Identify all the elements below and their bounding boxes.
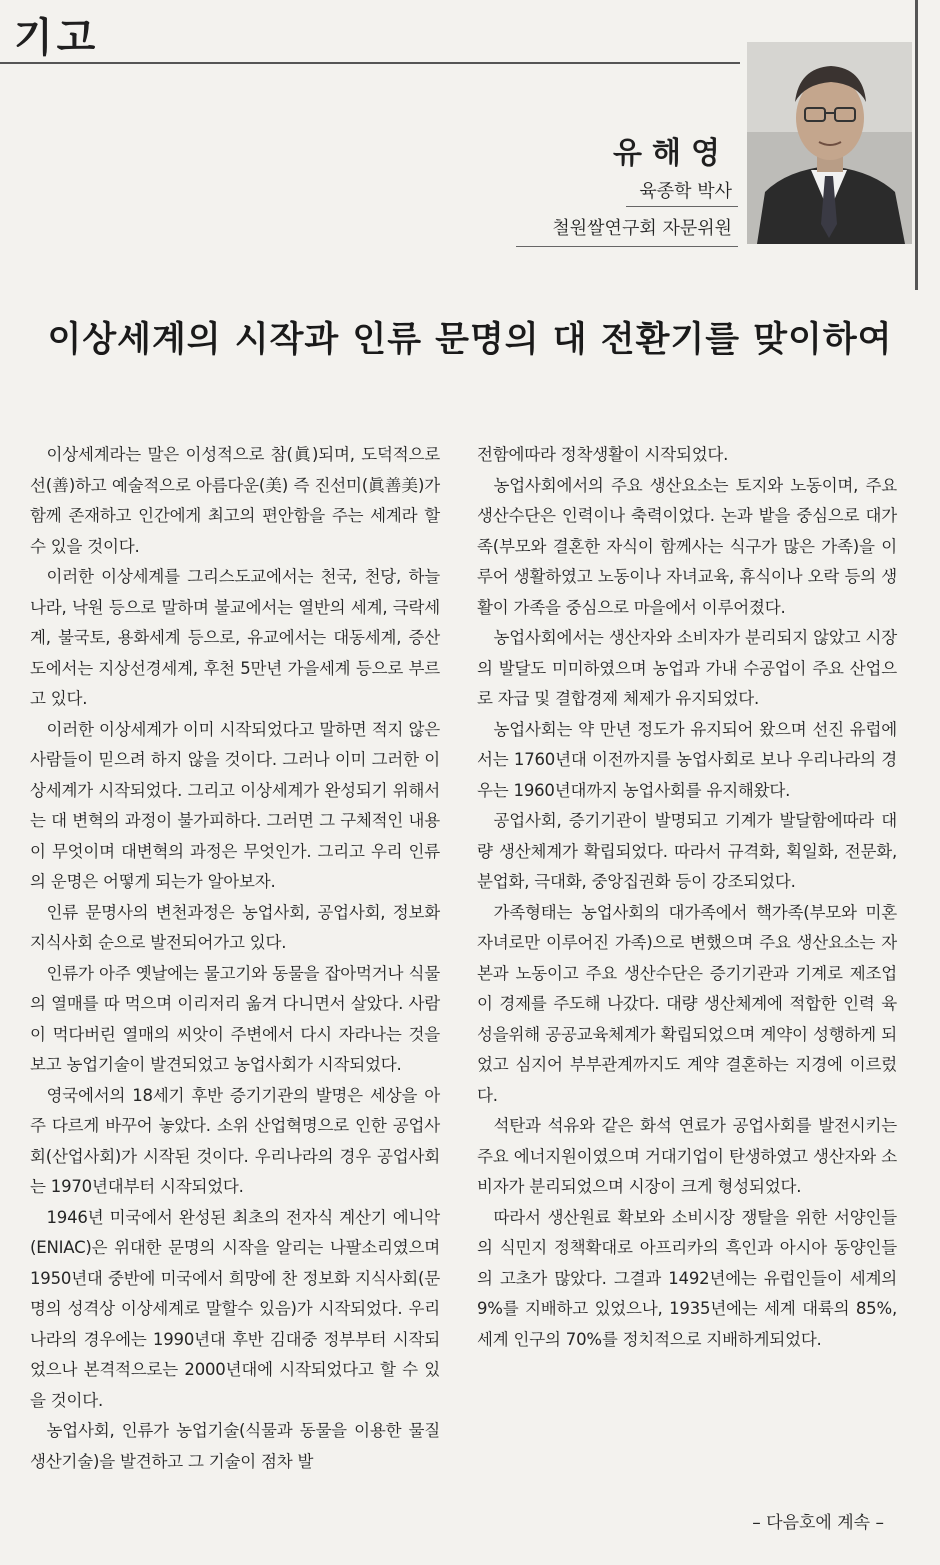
article-right-column	[477, 440, 897, 1355]
paragraph: 이러한 이상세계가 이미 시작되었다고 말하면 적지 않은 사람들이 믿으려 하지 않을 것이다. 그러나 이미 그러한 이상세계가 시작되었다. 그리고 이상세계가 완성되기 위해서는 대 변혁의 과정이 불가피하다. 그러면 그 구체적인 내용이 무엇이며 대변혁의 과정은 무엇인가. 그리고 우리 인류의 운명은 어떻게 되는가 알아보자.	[30, 719, 440, 891]
article-left-column	[30, 440, 440, 1477]
author-affiliation: 철원쌀연구회 자문위원	[552, 218, 732, 239]
paragraph: 가족형태는 농업사회의 대가족에서 핵가족(부모와 미혼자녀로만 이루어진 가족)으로 변했으며 주요 생산요소는 자본과 노동이고 주요 생산수단은 증기기관과 기계로 제조업이 경제를 주도해 나갔다. 대량 생산체계에 적합한 인력 육성을위해 공공교육체계가 확립되었으며 계약이 성행하게 되었고 심지어 부부관계까지도 계약 결혼하는 지경에 이르렀다.	[477, 902, 897, 1105]
paragraph: 이러한 이상세계를 그리스도교에서는 천국, 천당, 하늘나라, 낙원 등으로 말하며 불교에서는 열반의 세계, 극락세계, 불국토, 용화세계 등으로, 유교에서는 대동세계, 증산도에서는 지상선경세계, 후천 5만년 가을세계 등으로 부르고 있다.	[30, 567, 440, 708]
paragraph: 영국에서의 18세기 후반 증기기관의 발명은 세상을 아주 다르게 바꾸어 놓았다. 소위 산업혁명으로 인한 공업사회(산업사회)가 시작된 것이다. 우리나라의 경우 공업사회는 1970년대부터 시작되었다.	[30, 1085, 440, 1196]
paragraph: 농업사회에서의 주요 생산요소는 토지와 노동이며, 주요 생산수단은 인력이나 축력이었다. 논과 밭을 중심으로 대가족(부모와 결혼한 자식이 함께사는 식구가 많은 가족)을 이루어 생활하였고 노동이나 자녀교육, 휴식이나 오락 등의 생활이 가족을 중심으로 마을에서 이루어졌다.	[477, 475, 897, 617]
author-title: 육종학 박사	[639, 181, 732, 202]
article-title: 이상세계의 시작과 인류 문명의 대 전환기를 맞이하여	[47, 320, 893, 360]
paragraph: 이상세계라는 말은 이성적으로 참(眞)되며, 도덕적으로 선(善)하고 예술적으로 아름다운(美) 즉 진선미(眞善美)가 함께 존재하고 인간에게 최고의 편안함을 주는 세계라 할 수 있을 것이다.	[30, 445, 440, 556]
paragraph: 농업사회는 약 만년 정도가 유지되어 왔으며 선진 유럽에서는 1760년대 이전까지를 농업사회로 보나 우리나라의 경우는 1960년대까지 농업사회를 유지해왔다.	[477, 719, 897, 800]
paragraph: 공업사회, 증기기관이 발명되고 기계가 발달함에따라 대량 생산체계가 확립되었다. 따라서 규격화, 획일화, 전문화, 분업화, 극대화, 중앙집권화 등이 강조되었다.	[477, 811, 897, 891]
paragraph: 석탄과 석유와 같은 화석 연료가 공업사회를 발전시키는 주요 에너지원이였으며 거대기업이 탄생하였고 생산자와 소비자가 분리되었으며 시장이 크게 형성되었다.	[477, 1116, 897, 1196]
paragraph: 인류 문명사의 변천과정은 농업사회, 공업사회, 정보화 지식사회 순으로 발전되어가고 있다.	[30, 902, 440, 952]
paragraph: 1946년 미국에서 완성된 최초의 전자식 계산기 에니악(ENIAC)은 위대한 문명의 시작을 알리는 나팔소리였으며 1950년대 중반에 미국에서 희망에 찬 정보화 지식사회(문명의 성격상 이상세계로 말할수 있음)가 시작되었다. 우리나라의 경우에는 1990년대 후반 김대중 정부부터 시작되었으나 본격적으로는 2000년대에 시작되었다고 할 수 있을 것이다.	[30, 1207, 440, 1410]
credential-divider	[516, 246, 738, 247]
section-label: 기고	[14, 15, 100, 61]
paragraph: 인류가 아주 옛날에는 물고기와 동물을 잡아먹거나 식물의 열매를 따 먹으며 이리저리 옮겨 다니면서 살았다. 사람이 먹다버린 열매의 씨앗이 주변에서 다시 자라나는 것을 보고 농업기술이 발견되었고 농업사회가 시작되었다.	[30, 963, 440, 1074]
portrait-photo-icon	[747, 42, 912, 244]
paragraph-continuation: 전함에따라 정착생활이 시작되었다.	[477, 445, 729, 464]
author-name: 유해영	[613, 136, 730, 171]
credential-divider	[626, 206, 738, 207]
header-side-border	[915, 0, 918, 290]
paragraph: 농업사회에서는 생산자와 소비자가 분리되지 않았고 시장의 발달도 미미하였으며 농업과 가내 수공업이 주요 산업으로 자급 및 결합경제 체제가 유지되었다.	[477, 628, 897, 708]
paragraph: 농업사회, 인류가 농업기술(식물과 동물을 이용한 물질 생산기술)을 발견하고 그 기술이 점차 발	[30, 1421, 440, 1471]
paragraph: 따라서 생산원료 확보와 소비시장 쟁탈을 위한 서양인들의 식민지 정책확대로 아프리카의 흑인과 아시아 동양인들의 고초가 많았다. 그결과 1492년에는 유럽인들이 세계의 9%를 지배하고 있었으나, 1935년에는 세계 대륙의 85%, 세계 인구의 70%를 정치적으로 지배하게되었다.	[477, 1207, 897, 1349]
continued-note: – 다음호에 계속 –	[752, 1513, 884, 1533]
author-portrait-image	[747, 42, 912, 244]
header-divider	[0, 62, 740, 64]
